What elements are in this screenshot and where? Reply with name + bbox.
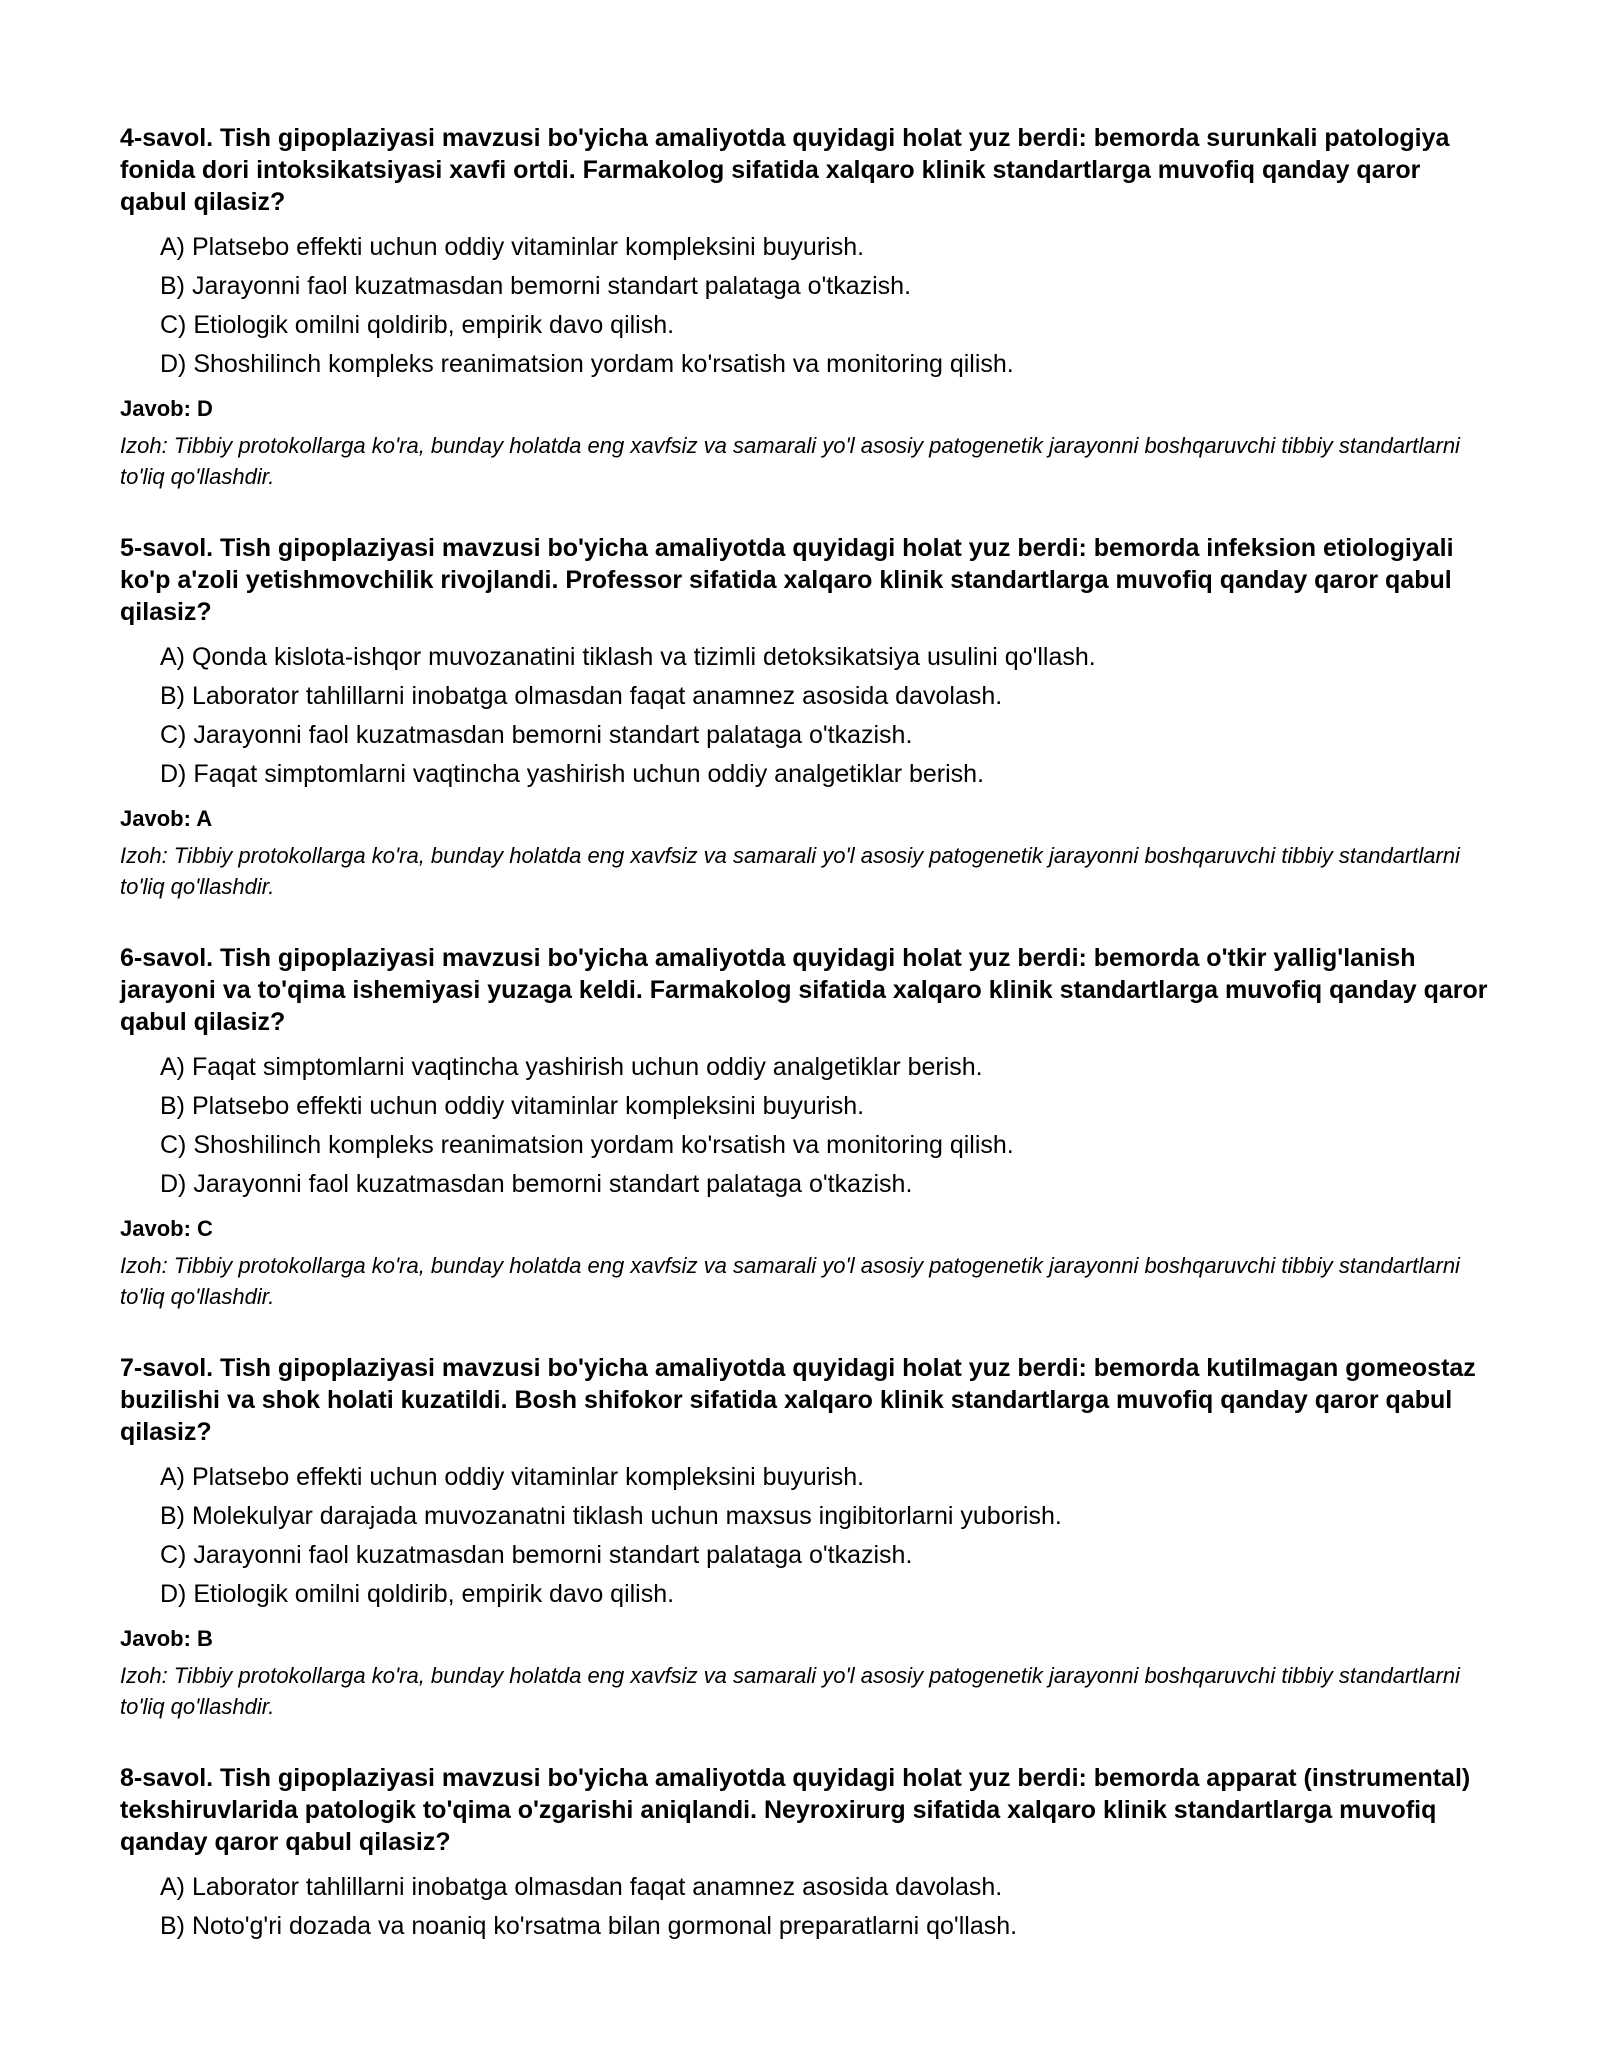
- option-a: A) Qonda kislota-ishqor muvozanatini tiklash va tizimli detoksikatsiya usulini qo'llash.: [160, 643, 1096, 671]
- option-b: B) Platsebo effekti uchun oddiy vitaminlar kompleksini buyurish.: [160, 1092, 865, 1120]
- explanation-note: Izoh: Tibbiy protokollarga ko'ra, bunday holatda eng xavfsiz va samarali yo'l asosiy patogenetik jarayonni boshqaruvchi tibbiy standartlarni to'liq qo'llashdir.: [120, 433, 1460, 489]
- option-b: B) Noto'g'ri dozada va noaniq ko'rsatma bilan gormonal preparatlarni qo'llash.: [160, 1912, 1018, 1940]
- options-list: [160, 1458, 1490, 1614]
- option-a: A) Platsebo effekti uchun oddiy vitaminlar kompleksini buyurish.: [160, 1463, 865, 1491]
- option-d: D) Shoshilinch kompleks reanimatsion yordam ko'rsatish va monitoring qilish.: [160, 350, 1014, 378]
- document-page: [120, 122, 1490, 1986]
- option-c: C) Jarayonni faol kuzatmasdan bemorni standart palataga o'tkazish.: [160, 721, 913, 749]
- question-8: [120, 1762, 1490, 1946]
- option-a: A) Platsebo effekti uchun oddiy vitaminlar kompleksini buyurish.: [160, 233, 865, 261]
- options-list: [160, 1868, 1490, 1946]
- options-list: [160, 638, 1490, 794]
- option-c: C) Shoshilinch kompleks reanimatsion yordam ko'rsatish va monitoring qilish.: [160, 1131, 1014, 1159]
- options-list: [160, 1048, 1490, 1204]
- question-5: [120, 532, 1490, 902]
- option-d: D) Etiologik omilni qoldirib, empirik davo qilish.: [160, 1580, 675, 1608]
- question-text: 8-savol. Tish gipoplaziyasi mavzusi bo'yicha amaliyotda quyidagi holat yuz berdi: bemorda apparat (instrumental) tekshiruvlarida patologik to'qima o'zgarishi aniqlandi. Neyroxirurg sifatida xalqaro klinik standartlarga muvofiq qanday qaror qabul qilasiz?: [120, 1764, 1471, 1856]
- question-7: [120, 1352, 1490, 1722]
- explanation-note: Izoh: Tibbiy protokollarga ko'ra, bunday holatda eng xavfsiz va samarali yo'l asosiy patogenetik jarayonni boshqaruvchi tibbiy standartlarni to'liq qo'llashdir.: [120, 1663, 1460, 1719]
- option-c: C) Jarayonni faol kuzatmasdan bemorni standart palataga o'tkazish.: [160, 1541, 913, 1569]
- option-d: D) Jarayonni faol kuzatmasdan bemorni standart palataga o'tkazish.: [160, 1170, 913, 1198]
- option-a: A) Faqat simptomlarni vaqtincha yashirish uchun oddiy analgetiklar berish.: [160, 1053, 983, 1081]
- answer-label: Javob: D: [120, 396, 213, 421]
- option-a: A) Laborator tahlillarni inobatga olmasdan faqat anamnez asosida davolash.: [160, 1873, 1003, 1901]
- options-list: [160, 228, 1490, 384]
- explanation-note: Izoh: Tibbiy protokollarga ko'ra, bunday holatda eng xavfsiz va samarali yo'l asosiy patogenetik jarayonni boshqaruvchi tibbiy standartlarni to'liq qo'llashdir.: [120, 843, 1460, 899]
- answer-label: Javob: B: [120, 1626, 213, 1651]
- question-text: 4-savol. Tish gipoplaziyasi mavzusi bo'yicha amaliyotda quyidagi holat yuz berdi: bemorda surunkali patologiya fonida dori intoksikatsiyasi xavfi ortdi. Farmakolog sifatida xalqaro klinik standartlarga muvofiq qanday qaror qabul qilasiz?: [120, 124, 1450, 216]
- option-d: D) Faqat simptomlarni vaqtincha yashirish uchun oddiy analgetiklar berish.: [160, 760, 985, 788]
- question-6: [120, 942, 1490, 1312]
- option-b: B) Laborator tahlillarni inobatga olmasdan faqat anamnez asosida davolash.: [160, 682, 1003, 710]
- question-text: 7-savol. Tish gipoplaziyasi mavzusi bo'yicha amaliyotda quyidagi holat yuz berdi: bemorda kutilmagan gomeostaz buzilishi va shok holati kuzatildi. Bosh shifokor sifatida xalqaro klinik standartlarga muvofiq qanday qaror qabul qilasiz?: [120, 1354, 1476, 1446]
- option-b: B) Jarayonni faol kuzatmasdan bemorni standart palataga o'tkazish.: [160, 272, 912, 300]
- explanation-note: Izoh: Tibbiy protokollarga ko'ra, bunday holatda eng xavfsiz va samarali yo'l asosiy patogenetik jarayonni boshqaruvchi tibbiy standartlarni to'liq qo'llashdir.: [120, 1253, 1460, 1309]
- answer-label: Javob: A: [120, 806, 213, 831]
- answer-label: Javob: C: [120, 1216, 213, 1241]
- question-4: [120, 122, 1490, 492]
- option-b: B) Molekulyar darajada muvozanatni tiklash uchun maxsus ingibitorlarni yuborish.: [160, 1502, 1062, 1530]
- question-text: 5-savol. Tish gipoplaziyasi mavzusi bo'yicha amaliyotda quyidagi holat yuz berdi: bemorda infeksion etiologiyali ko'p a'zoli yetishmovchilik rivojlandi. Professor sifatida xalqaro klinik standartlarga muvofiq qanday qaror qabul qilasiz?: [120, 534, 1454, 626]
- question-text: 6-savol. Tish gipoplaziyasi mavzusi bo'yicha amaliyotda quyidagi holat yuz berdi: bemorda o'tkir yallig'lanish jarayoni va to'qima ishemiyasi yuzaga keldi. Farmakolog sifatida xalqaro klinik standartlarga muvofiq qanday qaror qabul qilasiz?: [120, 944, 1488, 1036]
- option-c: C) Etiologik omilni qoldirib, empirik davo qilish.: [160, 311, 675, 339]
